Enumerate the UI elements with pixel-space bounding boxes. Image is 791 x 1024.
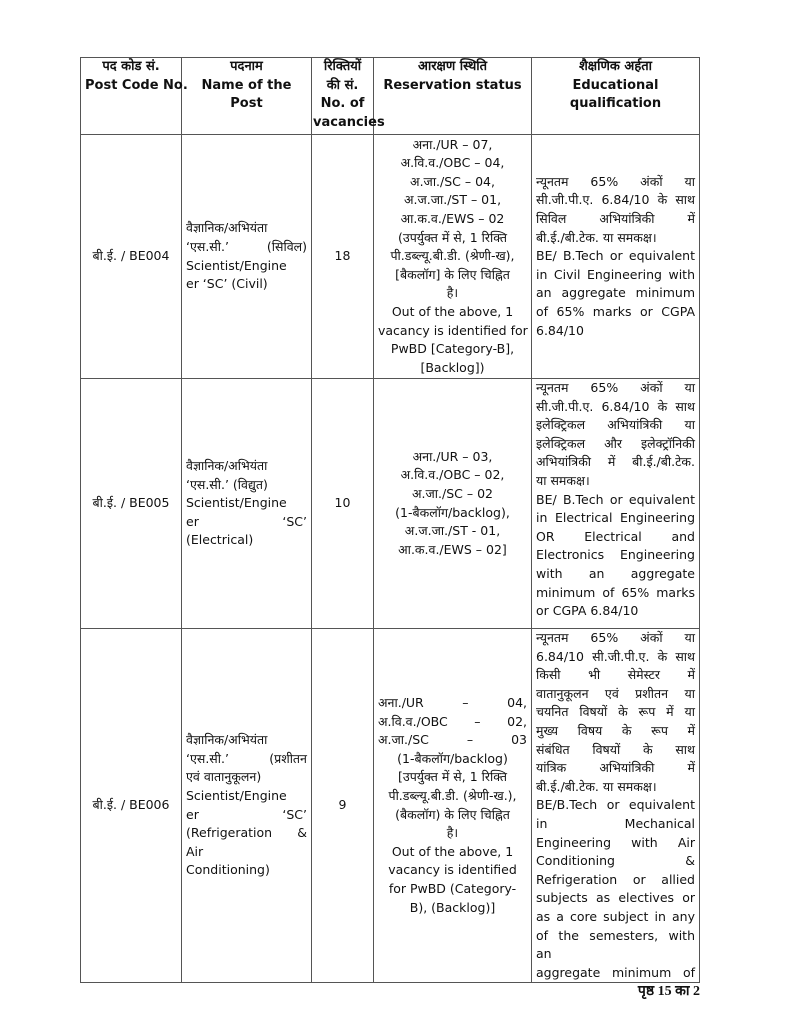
cell-line: in Civil Engineering with: [536, 266, 695, 282]
cell-line: BE/ B.Tech or equivalent: [536, 248, 695, 264]
cell-line: in Electrical Engineering: [536, 510, 695, 526]
cell-line: of the semesters, with an: [536, 927, 695, 962]
post-name-cell: [182, 135, 312, 379]
header-post-name: [182, 58, 312, 135]
header-line: Educational: [572, 77, 659, 93]
header-line: vacancies: [313, 114, 385, 130]
table-row: [81, 629, 700, 983]
page-number: पृष्ठ 15 का 2: [637, 984, 700, 999]
cell-line: आ.क.व./EWS – 02]: [398, 541, 507, 557]
cell-line: अ.वि.व./OBC – 04,: [400, 155, 505, 171]
cell-line: as a core subject in any: [536, 908, 695, 924]
cell-line: 6.84/10: [536, 322, 584, 338]
cell-line: (Refrigeration &: [186, 825, 307, 841]
cell-line: Out of the above, 1: [391, 843, 514, 859]
header-line: Reservation status: [383, 77, 522, 93]
cell-line: er ‘SC’ (Civil): [186, 276, 268, 292]
cell-line: Scientist/Engine: [186, 788, 287, 804]
cell-line: aggregate minimum of: [536, 964, 695, 980]
header-line: पद कोड सं.: [102, 59, 160, 74]
cell-line: ‘एस.सी.’ (सिविल): [186, 238, 307, 254]
header-reservation: [374, 58, 532, 135]
header-line: Post Code No.: [85, 77, 188, 93]
vacancies-cell: 18: [312, 135, 374, 379]
cell-line: er ‘SC’: [186, 806, 307, 822]
cell-line: न्यूनतम 65% अंकों या: [536, 630, 695, 645]
cell-line: [उपर्युक्त में से, 1 रिक्ति: [397, 769, 508, 785]
cell-line: बी.ई./बी.टेक. या समकक्ष।: [536, 229, 657, 245]
cell-line: or CGPA 6.84/10: [536, 603, 639, 619]
table-row: [81, 135, 700, 379]
cell-line: सी.जी.पी.ए. 6.84/10 के साथ: [536, 398, 695, 414]
cell-line: अ.वि.व./OBC – 02,: [400, 467, 505, 483]
header-line: शैक्षणिक अर्हता: [578, 59, 653, 74]
cell-line: subjects as electives or: [536, 890, 695, 906]
header-line: आरक्षण स्थिति: [417, 59, 488, 74]
cell-line: vacancy is identified for: [378, 322, 528, 338]
cell-line: इलेक्ट्रिकल अभियांत्रिकी या: [536, 417, 695, 433]
cell-line: अना./UR – 03,: [412, 448, 493, 464]
cell-line: अ.जा./SC – 04,: [410, 173, 495, 189]
header-line: qualification: [569, 96, 662, 111]
cell-line: for PwBD (Category-: [388, 881, 517, 897]
header-line: रिक्तियों: [323, 59, 362, 74]
cell-line: Conditioning): [186, 862, 270, 878]
cell-line: minimum of 65% marks: [536, 584, 695, 600]
cell-line: वैज्ञानिक/अभियंता: [186, 732, 268, 748]
cell-line: OR Electrical and: [536, 528, 695, 544]
table-row: [81, 379, 700, 629]
cell-line: er ‘SC’: [186, 513, 307, 529]
header-line: पदनाम: [230, 59, 263, 74]
post-code-cell: बी.ई. / BE006: [81, 629, 182, 983]
cell-line: PwBD [Category-B],: [390, 341, 515, 357]
cell-line: या समकक्ष।: [536, 472, 590, 488]
cell-line: मुख्य विषय के रूप में: [536, 722, 695, 738]
cell-line: (उपर्युक्त में से, 1 रिक्ति: [397, 229, 508, 245]
cell-line: Out of the above, 1: [391, 303, 514, 319]
cell-line: वातानुकूलन एवं प्रशीतन या: [536, 685, 695, 701]
cell-line: यांत्रिक अभियांत्रिकी में: [536, 760, 695, 776]
header-line: की सं.: [326, 77, 359, 93]
cell-line: Scientist/Engine: [186, 495, 287, 511]
cell-line: (1-बैकलॉग/backlog): [397, 750, 508, 766]
reservation-cell: [374, 629, 532, 983]
cell-line: Conditioning &: [536, 853, 695, 869]
cell-line: है।: [446, 825, 459, 841]
cell-line: अ.वि.व./OBC – 02,: [378, 713, 527, 729]
cell-line: न्यूनतम 65% अंकों या: [536, 173, 695, 189]
cell-line: in Mechanical: [536, 815, 695, 831]
cell-line: अ.ज.जा./ST – 01,: [403, 192, 502, 208]
cell-line: of 65% marks or CGPA: [536, 303, 695, 319]
cell-line: B), (Backlog)]: [409, 899, 496, 915]
cell-line: इलेक्ट्रिकल और इलेक्ट्रॉनिकी: [536, 435, 695, 451]
cell-line: किसी भी सेमेस्टर में: [536, 667, 695, 683]
cell-line: अ.जा./SC – 02: [412, 485, 493, 501]
cell-line: वैज्ञानिक/अभियंता: [186, 458, 268, 474]
cell-line: BE/ B.Tech or equivalent: [536, 491, 695, 507]
cell-line: Electronics Engineering: [536, 547, 695, 563]
cell-line: अ.जा./SC – 03: [378, 732, 527, 748]
header-line: No. of: [320, 96, 365, 111]
cell-line: vacancy is identified: [388, 862, 517, 878]
header-line: Name of the: [201, 77, 292, 93]
cell-line: पी.डब्ल्यू.बी.डी. (श्रेणी-ख),: [390, 248, 515, 264]
cell-line: अना./UR – 04,: [378, 695, 527, 711]
cell-line: अभियांत्रिकी में बी.ई./बी.टेक.: [536, 454, 695, 470]
cell-line: अ.ज.जा./ST - 01,: [404, 523, 501, 539]
header-qualification: [532, 58, 700, 135]
post-name-cell: [182, 379, 312, 629]
cell-line: सी.जी.पी.ए. 6.84/10 के साथ: [536, 192, 695, 208]
post-name-cell: [182, 629, 312, 983]
reservation-cell: [374, 379, 532, 629]
cell-line: (Electrical): [186, 532, 254, 548]
cell-line: आ.क.व./EWS – 02: [400, 211, 505, 227]
cell-line: (1-बैकलॉग/backlog),: [395, 504, 510, 520]
cell-line: न्यूनतम 65% अंकों या: [536, 380, 695, 395]
cell-line: [बैकलॉग] के लिए चिह्नित: [395, 266, 510, 282]
cell-line: वैज्ञानिक/अभियंता: [186, 220, 268, 236]
vacancies-cell: 9: [312, 629, 374, 983]
qualification-cell: [532, 629, 700, 983]
cell-line: [Backlog]): [420, 359, 485, 375]
header-row: [81, 58, 700, 135]
header-post-code: [81, 58, 188, 135]
cell-line: सिविल अभियांत्रिकी में: [536, 211, 695, 227]
cell-line: चयनित विषयों के रूप में या: [536, 704, 695, 720]
cell-line: Air: [186, 843, 204, 859]
cell-line: है।: [446, 285, 459, 301]
post-code-cell: बी.ई. / BE005: [81, 379, 182, 629]
cell-line: Refrigeration or allied: [536, 871, 695, 887]
reservation-cell: [374, 135, 532, 379]
header-vacancies: [312, 58, 385, 135]
cell-line: (बैकलॉग) के लिए चिह्नित: [395, 806, 510, 822]
cell-line: एवं वातानुकूलन): [186, 769, 262, 785]
cell-line: ‘एस.सी.’ (विद्युत): [186, 476, 268, 492]
cell-line: 6.84/10 सी.जी.पी.ए. के साथ: [536, 648, 695, 664]
vacancies-cell: 10: [312, 379, 374, 629]
recruitment-table: [80, 57, 700, 983]
cell-line: with an aggregate: [536, 565, 695, 581]
cell-line: ‘एस.सी.’ (प्रशीतन: [186, 750, 307, 766]
post-code-cell: बी.ई. / BE004: [81, 135, 182, 379]
header-line: Post: [230, 96, 263, 111]
cell-line: बी.ई./बी.टेक. या समकक्ष।: [536, 778, 657, 794]
cell-line: अना./UR – 07,: [412, 136, 493, 152]
cell-line: पी.डब्ल्यू.बी.डी. (श्रेणी-ख.),: [388, 788, 517, 804]
cell-line: an aggregate minimum: [536, 285, 695, 301]
qualification-cell: [532, 135, 700, 379]
cell-line: संबंधित विषयों के साथ: [536, 741, 695, 757]
qualification-cell: [532, 379, 700, 629]
cell-line: Engineering with Air: [536, 834, 695, 850]
cell-line: Scientist/Engine: [186, 257, 287, 273]
cell-line: BE/B.Tech or equivalent: [536, 797, 695, 813]
